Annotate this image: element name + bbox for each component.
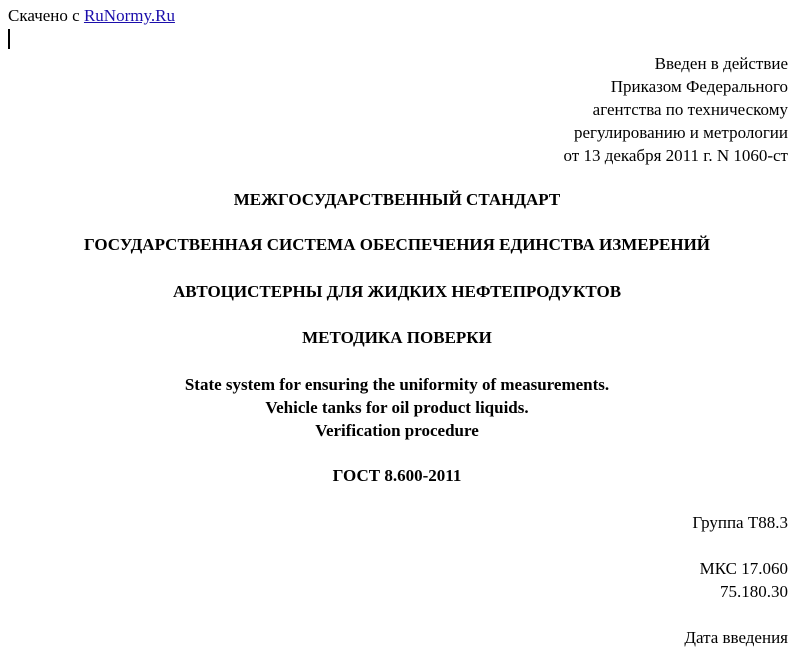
subject-heading: АВТОЦИСТЕРНЫ ДЛЯ ЖИДКИХ НЕФТЕПРОДУКТОВ [172, 282, 622, 301]
intro-line: от 13 декабря 2011 г. N 1060-ст [563, 146, 788, 165]
english-title-line: Verification procedure [315, 421, 479, 440]
english-title-line: Vehicle tanks for oil product liquids. [265, 398, 529, 417]
mks-line: 75.180.30 [720, 582, 788, 601]
mks-block [700, 557, 788, 603]
source-line [8, 6, 175, 26]
intro-block [563, 52, 788, 167]
date-intro: Дата введения [684, 628, 788, 647]
english-title-line: State system for ensuring the uniformity of measurements. [184, 375, 610, 394]
intro-line: регулированию и метрологии [573, 123, 788, 142]
group-code: Группа Т88.3 [692, 513, 788, 532]
gost-code: ГОСТ 8.600-2011 [332, 466, 462, 485]
source-prefix: Скачено с [8, 6, 80, 25]
text-cursor [8, 29, 10, 49]
mks-line: МКС 17.060 [699, 559, 788, 578]
system-heading: ГОСУДАРСТВЕННАЯ СИСТЕМА ОБЕСПЕЧЕНИЯ ЕДИНСТВА ИЗМЕРЕНИЙ [83, 235, 711, 254]
standard-type-heading: МЕЖГОСУДАРСТВЕННЫЙ СТАНДАРТ [233, 190, 561, 209]
source-link[interactable]: RuNormy.Ru [83, 6, 175, 25]
intro-line: Введен в действие [654, 54, 788, 73]
intro-line: Приказом Федерального [610, 77, 788, 96]
intro-line: агентства по техническому [592, 100, 788, 119]
method-heading: МЕТОДИКА ПОВЕРКИ [302, 328, 492, 347]
english-title [0, 373, 794, 442]
